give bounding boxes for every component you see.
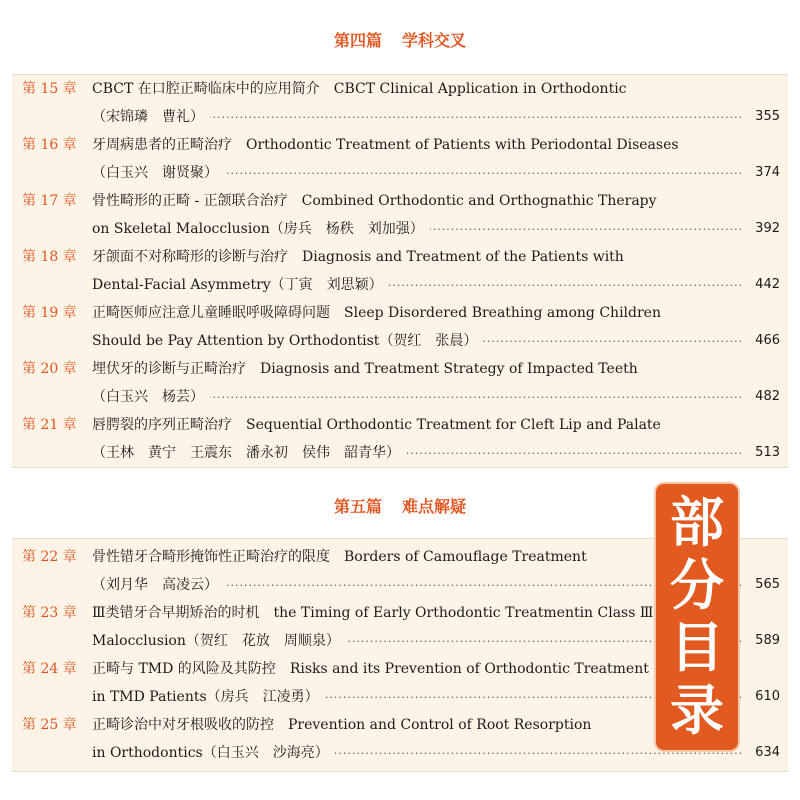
badge-char: 部 <box>670 491 724 555</box>
page-number: 634 <box>751 739 780 767</box>
chapter-title <box>92 411 788 439</box>
chapter-title-en: the Timing of Early Orthodontic Treatmentin Class Ⅲ <box>273 605 654 621</box>
chapter-title-en: Combined Orthodontic and Orthognathic Therapy <box>301 193 657 209</box>
chapter-authors: （白玉兴 杨芸） <box>92 389 210 405</box>
leader-dots <box>172 103 744 131</box>
partial-contents-badge <box>656 484 738 750</box>
chapter-title-zh: 正畸医师应注意儿童睡眠呼吸障碍问题 <box>92 305 330 321</box>
chapter-authors: （王林 黄宁 王震东 潘永初 侯伟 韶青华） <box>92 445 406 461</box>
chapter-title-zh: Ⅲ类错牙合早期矫治的时机 <box>92 605 260 621</box>
chapter-authors: Malocclusion（贺红 花放 周顺泉） <box>92 633 346 649</box>
page-number: 442 <box>751 271 780 299</box>
chapter-title-en: Diagnosis and Treatment Strategy of Impacted Teeth <box>260 361 638 377</box>
chapter-line2 <box>92 383 788 411</box>
chapter-authors: （白玉兴 谢贤聚） <box>92 165 224 181</box>
chapter-number: 第 21 章 <box>22 417 77 433</box>
toc-entry[interactable] <box>12 355 788 411</box>
chapter-title-zh: 正畸与 TMD 的风险及其防控 <box>92 661 276 677</box>
chapter-number: 第 16 章 <box>22 137 77 153</box>
page-number: 392 <box>751 215 780 243</box>
toc-entry[interactable] <box>12 187 788 243</box>
chapter-number: 第 17 章 <box>22 193 77 209</box>
chapter-authors: Should be Pay Attention by Orthodontist（贺红 张晨） <box>92 333 483 349</box>
chapter-title-zh: 唇腭裂的序列正畸治疗 <box>92 417 232 433</box>
page-number: 589 <box>751 627 780 655</box>
chapter-title-en: Orthodontic Treatment of Patients with Periodontal Diseases <box>246 137 679 153</box>
part-number: 第五篇 <box>333 497 382 516</box>
chapter-title <box>92 355 788 383</box>
page-number: 466 <box>751 327 780 355</box>
chapter-title-zh: CBCT 在口腔正畸临床中的应用简介 <box>92 81 320 97</box>
chapter-authors: on Skeletal Malocclusion（房兵 杨秩 刘加强） <box>92 221 430 237</box>
leader-dots <box>172 159 744 187</box>
toc-entry[interactable] <box>12 243 788 299</box>
chapter-authors: （刘月华 高凌云） <box>92 577 224 593</box>
chapter-line2 <box>92 439 788 467</box>
part-name: 难点解疑 <box>402 497 467 516</box>
chapter-title <box>92 131 788 159</box>
toc-panel-4 <box>12 74 788 468</box>
chapter-title-en: Diagnosis and Treatment of the Patients with <box>302 249 624 265</box>
page-number: 610 <box>751 683 780 711</box>
chapter-title-en: Sequential Orthodontic Treatment for Cleft Lip and Palate <box>246 417 661 433</box>
chapter-authors: Dental-Facial Asymmetry（丁寅 刘思颖） <box>92 277 389 293</box>
chapter-title <box>92 75 788 103</box>
badge-char: 分 <box>670 553 724 617</box>
chapter-title <box>92 187 788 215</box>
chapter-number: 第 19 章 <box>22 305 77 321</box>
part-number: 第四篇 <box>333 31 382 50</box>
page-number: 355 <box>751 103 780 131</box>
chapter-number: 第 15 章 <box>22 81 77 97</box>
chapter-title-zh: 骨性错牙合畸形掩饰性正畸治疗的限度 <box>92 549 330 565</box>
page-number: 565 <box>751 571 780 599</box>
chapter-number: 第 20 章 <box>22 361 77 377</box>
chapter-line2 <box>92 103 788 131</box>
chapter-title-zh: 正畸诊治中对牙根吸收的防控 <box>92 717 274 733</box>
page-number: 482 <box>751 383 780 411</box>
section-title-4 <box>0 28 800 51</box>
chapter-number: 第 23 章 <box>22 605 77 621</box>
chapter-number: 第 18 章 <box>22 249 77 265</box>
chapter-number: 第 24 章 <box>22 661 77 677</box>
toc-entry[interactable] <box>12 131 788 187</box>
badge-char: 录 <box>670 678 724 742</box>
toc-entry[interactable] <box>12 75 788 131</box>
badge-char: 目 <box>670 616 724 680</box>
chapter-title-en: Sleep Disordered Breathing among Children <box>344 305 661 321</box>
chapter-title-zh: 牙颌面不对称畸形的诊断与治疗 <box>92 249 288 265</box>
chapter-line2 <box>92 271 788 299</box>
chapter-title-en: CBCT Clinical Application in Orthodontic <box>333 81 627 97</box>
chapter-number: 第 22 章 <box>22 549 77 565</box>
leader-dots <box>172 383 744 411</box>
toc-entry[interactable] <box>12 411 788 467</box>
chapter-title-en: Risks and its Prevention of Orthodontic Treatment <box>289 661 649 677</box>
part-name: 学科交叉 <box>402 31 467 50</box>
chapter-title-en: Prevention and Control of Root Resorption <box>288 717 592 733</box>
chapter-line2 <box>92 327 788 355</box>
chapter-title <box>92 243 788 271</box>
chapter-authors: in Orthodontics（白玉兴 沙海亮） <box>92 745 335 761</box>
chapter-title-zh: 牙周病患者的正畸治疗 <box>92 137 232 153</box>
chapter-title-zh: 埋伏牙的诊断与正畸治疗 <box>92 361 246 377</box>
chapter-title <box>92 299 788 327</box>
chapter-line2 <box>92 215 788 243</box>
chapter-authors: in TMD Patients（房兵 江凌勇） <box>92 689 325 705</box>
page-number: 374 <box>751 159 780 187</box>
chapter-line2 <box>92 159 788 187</box>
page-number: 513 <box>751 439 780 467</box>
chapter-number: 第 25 章 <box>22 717 77 733</box>
toc-entry[interactable] <box>12 299 788 355</box>
chapter-title-zh: 骨性畸形的正畸 - 正颌联合治疗 <box>92 193 288 209</box>
chapter-title-en: Borders of Camouflage Treatment <box>344 549 587 565</box>
chapter-authors: （宋锦璘 曹礼） <box>92 109 210 125</box>
